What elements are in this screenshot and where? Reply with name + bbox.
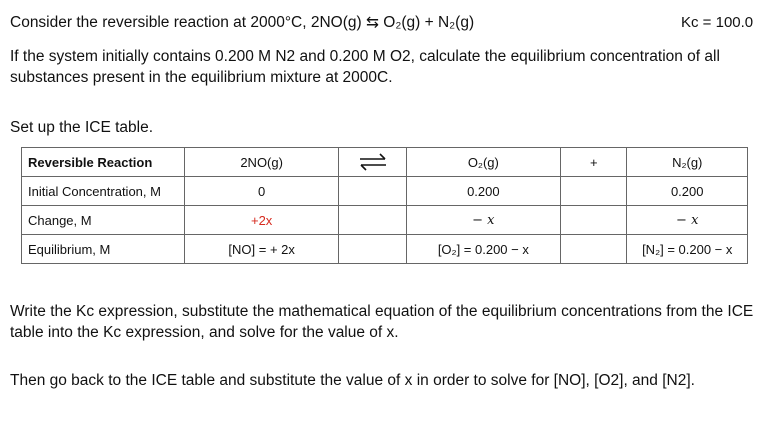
header-plus: + [561, 148, 627, 177]
ice-table [21, 147, 748, 264]
problem-text: If the system initially contains 0.200 M N2 and 0.200 M O2, calculate the equilibrium concentration of all substances present in the equilibrium mixture at 2000C. [10, 48, 720, 86]
equilibrium-product1: [O₂] = 0.200 − x [406, 235, 560, 264]
equilibrium-product2: [N₂] = 0.200 − x [627, 235, 748, 264]
table-row-change [22, 206, 748, 235]
equilibrium-arrow-icon [339, 148, 406, 177]
initial-product1: 0.200 [406, 177, 560, 206]
kc-value: Kc = 100.0 [681, 14, 754, 31]
initial-reactant: 0 [184, 177, 339, 206]
header-product2: N₂(g) [627, 148, 748, 177]
empty-cell [339, 206, 406, 235]
empty-cell [339, 177, 406, 206]
change-reactant: +2x [184, 206, 339, 235]
header-reactant: 2NO(g) [184, 148, 339, 177]
substitute-instruction: Then go back to the ICE table and substitute the value of x in order to solve for [NO], [O2], and [N2]. [10, 372, 695, 389]
setup-instruction: Set up the ICE table. [10, 119, 154, 136]
change-label: Change, M [22, 206, 185, 235]
kc-instruction: Write the Kc expression, substitute the mathematical equation of the equilibrium concentrations from the ICE table into the Kc expression, and solve for the value of x. [10, 303, 754, 341]
change-product2: − x [627, 206, 748, 235]
header-label: Reversible Reaction [22, 148, 185, 177]
change-product1: − x [406, 206, 560, 235]
empty-cell [561, 177, 627, 206]
empty-cell [561, 206, 627, 235]
equilibrium-reactant: [NO] = + 2x [184, 235, 339, 264]
table-row-header [22, 148, 748, 177]
equilibrium-label: Equilibrium, M [22, 235, 185, 264]
empty-cell [339, 235, 406, 264]
initial-label: Initial Concentration, M [22, 177, 185, 206]
reaction-statement: Consider the reversible reaction at 2000°C, 2NO(g) ⇆ O₂(g) + N₂(g) [10, 14, 475, 31]
table-row-equilibrium [22, 235, 748, 264]
table-row-initial [22, 177, 748, 206]
header-product1: O₂(g) [406, 148, 560, 177]
initial-product2: 0.200 [627, 177, 748, 206]
empty-cell [561, 235, 627, 264]
